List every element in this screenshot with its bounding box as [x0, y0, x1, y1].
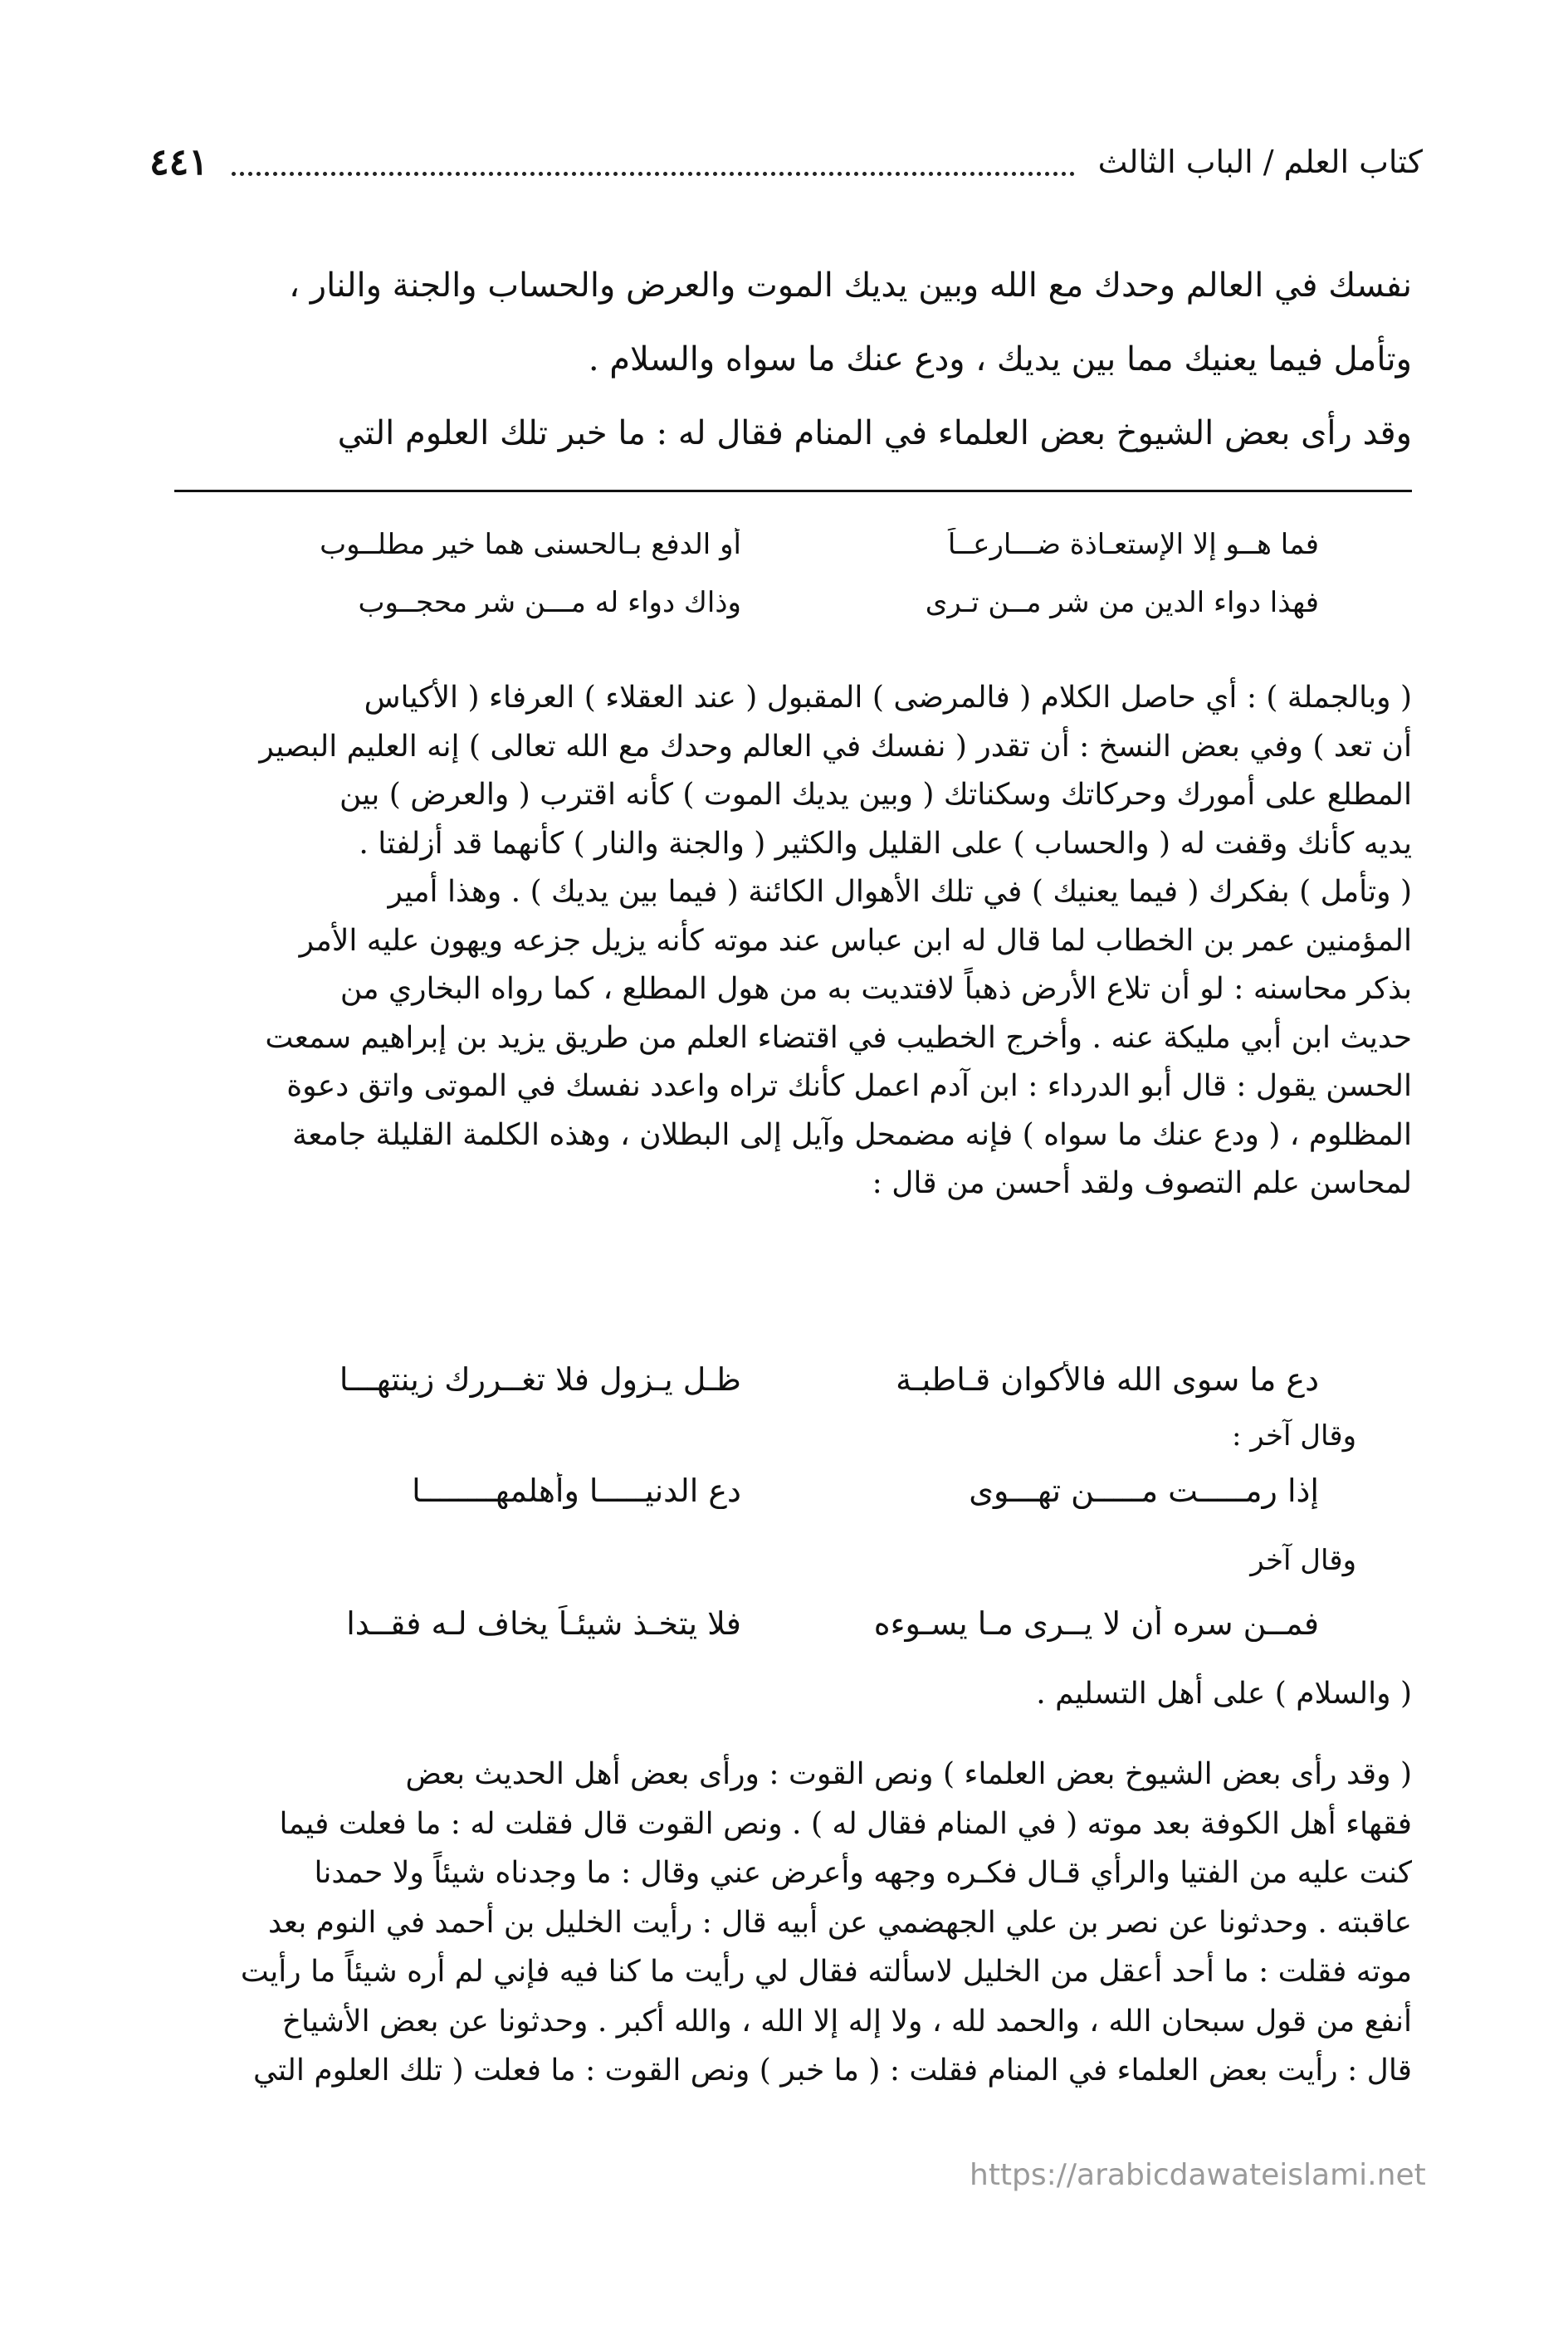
running-header: [149, 133, 1423, 191]
commentary-line: ( وقد رأى بعض الشيوخ بعض العلماء ) ونص القوت : ورأى بعض أهل الحديث بعض: [405, 1757, 1412, 1791]
verse-second-hemistich: فلا يتخـذ شيئـاً يخاف لـه فقــدا: [346, 1605, 741, 1642]
verse-first-hemistich: فمــن سره أن لا يــرى مـا يسـوءه: [873, 1605, 1319, 1642]
commentary-line: ( وبالجملة ) : أي حاصل الكلام ( فالمرضى ) المقبول ( عند العقلاء ) العرفاء ( الأكياس: [364, 681, 1412, 715]
verse-second-hemistich: وذاك دواء له مـــن شر محجــوب: [358, 586, 741, 619]
commentary-line: أنفع من قول سبحان الله ، والحمد لله ، ولا إله إلا الله ، والله أكبر . وحدثونا عن بعض الأشياخ: [281, 2004, 1412, 2039]
commentary-line: يديه كأنك وقفت له ( والحساب ) على القليل والكثير ( والجنة والنار ) كأنهما قد أزلفتا .: [359, 826, 1412, 861]
page-number: ٤٤١: [149, 140, 208, 183]
verse-line: [249, 1605, 1319, 1642]
commentary-line: بذكر محاسنه : لو أن تلاع الأرض ذهباً لافتديت به من هول المطلع ، كما رواه البخاري من: [339, 972, 1412, 1006]
commentary-line: المؤمنين عمر بن الخطاب لما قال له ابن عباس عند موته كأنه يزيل جزعه ويهون عليه الأمر: [299, 923, 1412, 958]
main-text: [158, 249, 1412, 471]
commentary-line: موته فقلت : ما أحد أعقل من الخليل لاسألته فقال لي رأيت ما كنا فيه فإني لم أره شيئاً ما رأيت: [240, 1955, 1412, 1989]
verse-line: [249, 586, 1319, 619]
main-text-line: وقد رأى بعض الشيوخ بعض العلماء في المنام فقال له : ما خبر تلك العلوم التي: [337, 414, 1412, 452]
poet-intro-label: وقال آخر: [1250, 1544, 1356, 1577]
verse-second-hemistich: دع الدنيـــــا وأهلمهــــــــا: [412, 1472, 741, 1509]
commentary-line: فقهاء أهل الكوفة بعد موته ( في المنام فقال له ) . ونص القوت قال فقلت له : ما فعلت فيما: [279, 1806, 1412, 1841]
main-text-line: وتأمل فيما يعنيك مما بين يديك ، ودع عنك ما سواه والسلام .: [588, 340, 1412, 378]
verse-first-hemistich: دع ما سوى الله فالأكوان قـاطبـة: [896, 1361, 1319, 1398]
section-divider: [174, 490, 1412, 492]
verse-first-hemistich: فهذا دواء الدين من شر مــن تـرى: [925, 586, 1319, 619]
verse-line: [249, 528, 1319, 561]
verse-second-hemistich: أو الدفع بـالحسنى هما خير مطلــوب: [320, 528, 741, 561]
commentary-line: لمحاسن علم التصوف ولقد أحسن من قال :: [872, 1166, 1412, 1200]
watermark-url: https://arabicdawateislami.net: [970, 2158, 1426, 2192]
commentary-line: كنت عليه من الفتيا والرأي قـال فكـره وجهه وأعرض عني وقال : ما وجدناه شيئاً ولا حمدنا: [314, 1856, 1412, 1890]
commentary-line: عاقبته . وحدثونا عن نصر بن علي الجهضمي عن أبيه قال : رأيت الخليل بن أحمد في النوم بعد: [267, 1905, 1412, 1940]
verse-line: [249, 1361, 1319, 1398]
commentary-line: ( وتأمل ) بفكرك ( فيما يعنيك ) في تلك الأهوال الكائنة ( فيما بين يديك ) . وهذا أمير: [388, 875, 1412, 909]
verse-first-hemistich: إذا رمـــــت مـــــن تهـــوى: [969, 1472, 1319, 1509]
commentary-line: المظلوم ، ( ودع عنك ما سواه ) فإنه مضمحل وآيل إلى البطلان ، وهذه الكلمة القليلة جامعة: [291, 1117, 1412, 1152]
main-text-line: نفسك في العالم وحدك مع الله وبين يديك الموت والعرض والحساب والجنة والنار ،: [289, 266, 1412, 305]
chapter-title: كتاب العلم / الباب الثالث: [1097, 144, 1423, 180]
verse-second-hemistich: ظـل يـزول فلا تغــررك زينتهـــا: [339, 1361, 741, 1398]
commentary-line: قال : رأيت بعض العلماء في المنام فقلت : ( ما خبر ) ونص القوت : ما فعلت ( تلك العلوم التي: [253, 2053, 1412, 2088]
commentary-section: [158, 674, 1412, 1209]
commentary-line: الحسن يقول : قال أبو الدرداء : ابن آدم اعمل كأنك تراه واعدد نفسك في الموتى واتق دعوة: [286, 1069, 1412, 1103]
verse-line: [249, 1472, 1319, 1509]
commentary-section-2: [158, 1750, 1412, 2096]
commentary-line: المطلع على أمورك وحركاتك وسكناتك ( وبين يديك الموت ) كأنه اقترب ( والعرض ) بين: [339, 778, 1412, 812]
closing-line: ( والسلام ) على أهل التسليم .: [1036, 1677, 1412, 1711]
verse-first-hemistich: فما هــو إلا الإستعـاذة ضـــارعــاً: [947, 528, 1319, 561]
commentary-line: حديث ابن أبي مليكة عنه . وأخرج الخطيب في اقتضاء العلم من طريق يزيد بن إبراهيم سمعت: [265, 1020, 1412, 1055]
commentary-line: أن تعد ) وفي بعض النسخ : أن تقدر ( نفسك في العالم وحدك مع الله تعالى ) إنه العليم البصير: [259, 729, 1412, 764]
header-leader-dots: [232, 149, 1075, 176]
poet-intro-label: وقال آخر :: [1231, 1419, 1356, 1453]
